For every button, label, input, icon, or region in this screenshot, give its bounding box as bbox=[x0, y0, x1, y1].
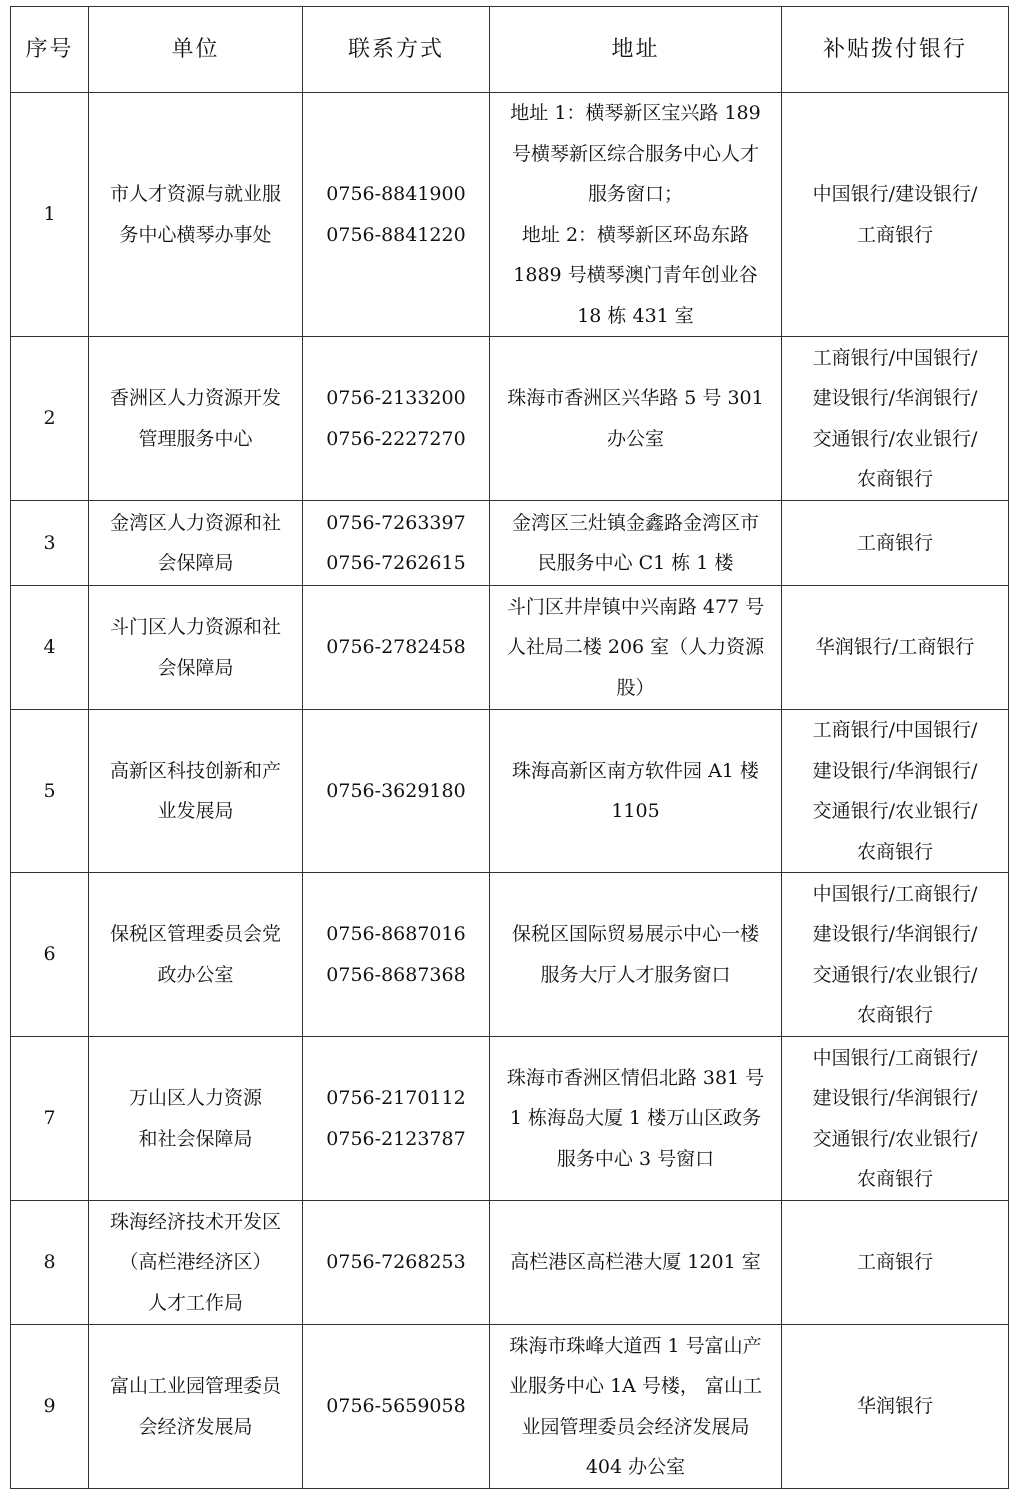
cell-line: 建设银行/华润银行/ bbox=[812, 1087, 978, 1109]
cell-contact bbox=[303, 873, 490, 1037]
cell-seq: 6 bbox=[11, 873, 89, 1037]
cell-contact bbox=[303, 710, 490, 873]
cell-line: 保税区管理委员会党 bbox=[109, 923, 281, 945]
cell-line: 中国银行/建设银行/ bbox=[812, 183, 978, 205]
cell-line: 办公室 bbox=[606, 427, 664, 450]
header-unit: 单位 bbox=[89, 7, 303, 93]
cell-line: 0756-3629180 bbox=[326, 779, 466, 802]
cell-bank bbox=[782, 710, 1009, 873]
cell-unit bbox=[89, 873, 303, 1037]
cell-line: 斗门区人力资源和社 bbox=[109, 616, 281, 638]
cell-line: 0756-8841220 bbox=[326, 223, 466, 246]
table-row bbox=[11, 93, 1009, 337]
cell-line: 0756-2170112 bbox=[326, 1087, 466, 1109]
cell-unit bbox=[89, 501, 303, 586]
cell-seq: 8 bbox=[11, 1201, 89, 1325]
cell-contact bbox=[303, 586, 490, 710]
cell-contact bbox=[303, 1037, 490, 1201]
cell-line: 工商银行 bbox=[856, 531, 933, 554]
cell-line: 0756-7263397 bbox=[326, 511, 466, 534]
cell-contact bbox=[303, 1325, 490, 1489]
cell-seq: 9 bbox=[11, 1325, 89, 1489]
header-bank: 补贴拨付银行 bbox=[782, 7, 1009, 93]
cell-contact bbox=[303, 501, 490, 586]
table-row bbox=[11, 1325, 1009, 1489]
cell-line: 市人才资源与就业服 bbox=[109, 183, 281, 205]
cell-line: 服务窗口； bbox=[587, 183, 683, 205]
cell-line: 保税区国际贸易展示中心一楼 bbox=[511, 923, 759, 945]
cell-seq: 7 bbox=[11, 1037, 89, 1201]
cell-line: 务中心横琴办事处 bbox=[119, 223, 272, 246]
cell-line: 1889 号横琴澳门青年创业谷 bbox=[513, 264, 758, 286]
table-row bbox=[11, 501, 1009, 586]
subsidy-bank-table bbox=[10, 6, 1009, 1489]
header-address: 地址 bbox=[490, 7, 782, 93]
cell-line: 人社局二楼 206 室（人力资源 bbox=[506, 636, 765, 659]
cell-line: 工商银行 bbox=[856, 1251, 933, 1274]
table-row bbox=[11, 710, 1009, 873]
header-contact: 联系方式 bbox=[303, 7, 490, 93]
cell-line: 建设银行/华润银行/ bbox=[812, 759, 978, 782]
cell-line: 政办公室 bbox=[157, 963, 234, 986]
table-row bbox=[11, 337, 1009, 501]
cell-line: 华润银行/工商银行 bbox=[815, 636, 975, 659]
cell-line: 0756-8841900 bbox=[326, 183, 466, 205]
cell-line: 0756-7262615 bbox=[326, 552, 466, 574]
cell-seq: 1 bbox=[11, 93, 89, 337]
cell-unit bbox=[89, 1037, 303, 1201]
cell-line: 地址 2：横琴新区环岛东路 bbox=[521, 223, 750, 246]
cell-line: 0756-5659058 bbox=[326, 1395, 466, 1418]
cell-line: 和社会保障局 bbox=[138, 1127, 253, 1150]
cell-line: 珠海市香洲区兴华路 5 号 301 bbox=[507, 387, 764, 409]
cell-line: 号横琴新区综合服务中心人才 bbox=[511, 142, 759, 165]
cell-line: 富山工业园管理委员 bbox=[109, 1375, 281, 1397]
cell-line: 1105 bbox=[611, 800, 660, 822]
table-row bbox=[11, 873, 1009, 1037]
cell-unit bbox=[89, 710, 303, 873]
cell-line: 会保障局 bbox=[157, 552, 234, 574]
table-row bbox=[11, 1201, 1009, 1325]
cell-line: 地址 1：横琴新区宝兴路 189 bbox=[510, 102, 761, 124]
cell-seq: 4 bbox=[11, 586, 89, 710]
cell-line: 0756-2227270 bbox=[326, 427, 466, 450]
cell-line: 工商银行/中国银行/ bbox=[812, 346, 978, 369]
cell-line: 0756-7268253 bbox=[326, 1251, 466, 1274]
cell-line: 0756-2782458 bbox=[326, 636, 466, 659]
cell-bank bbox=[782, 93, 1009, 337]
cell-line: 金湾区三灶镇金鑫路金湾区市 bbox=[511, 511, 759, 534]
cell-line: 0756-2123787 bbox=[326, 1127, 466, 1150]
cell-line: 会保障局 bbox=[157, 656, 234, 679]
cell-line: 农商银行 bbox=[856, 468, 933, 490]
cell-unit bbox=[89, 1201, 303, 1325]
cell-unit bbox=[89, 337, 303, 501]
cell-address bbox=[490, 501, 782, 586]
cell-line: 服务中心 3 号窗口 bbox=[556, 1147, 715, 1170]
cell-line: 珠海市珠峰大道西 1 号富山产 bbox=[509, 1334, 762, 1357]
cell-line: 农商银行 bbox=[856, 1168, 933, 1190]
cell-line: 业服务中心 1A 号楼， 富山工 bbox=[509, 1375, 762, 1397]
cell-line: 股） bbox=[616, 676, 655, 699]
cell-contact bbox=[303, 93, 490, 337]
cell-line: 华润银行 bbox=[856, 1395, 933, 1418]
cell-line: 高新区科技创新和产 bbox=[109, 759, 281, 782]
table-header-row bbox=[11, 7, 1009, 93]
table-row bbox=[11, 1037, 1009, 1201]
cell-line: 农商银行 bbox=[856, 840, 933, 863]
cell-bank bbox=[782, 1325, 1009, 1489]
cell-address bbox=[490, 1325, 782, 1489]
cell-bank bbox=[782, 1037, 1009, 1201]
cell-bank bbox=[782, 1201, 1009, 1325]
cell-line: 万山区人力资源 bbox=[128, 1087, 262, 1109]
cell-seq: 5 bbox=[11, 710, 89, 873]
cell-line: 中国银行/工商银行/ bbox=[812, 1046, 978, 1069]
cell-line: 业发展局 bbox=[157, 800, 234, 822]
cell-line: 业园管理委员会经济发展局 bbox=[521, 1415, 750, 1438]
cell-line: 工商银行 bbox=[856, 223, 933, 246]
cell-line: 0756-8687016 bbox=[326, 923, 466, 945]
header-seq: 序号 bbox=[11, 7, 89, 93]
cell-line: 管理服务中心 bbox=[138, 427, 253, 450]
cell-address bbox=[490, 1201, 782, 1325]
cell-line: （高栏港经济区） bbox=[119, 1251, 272, 1274]
cell-line: 404 办公室 bbox=[585, 1456, 686, 1478]
cell-unit bbox=[89, 1325, 303, 1489]
cell-line: 高栏港区高栏港大厦 1201 室 bbox=[510, 1251, 761, 1274]
cell-line: 金湾区人力资源和社 bbox=[109, 511, 281, 534]
cell-line: 民服务中心 C1 栋 1 楼 bbox=[537, 552, 734, 574]
cell-address bbox=[490, 710, 782, 873]
cell-bank bbox=[782, 586, 1009, 710]
table-row bbox=[11, 586, 1009, 710]
cell-unit bbox=[89, 93, 303, 337]
cell-line: 交通银行/农业银行/ bbox=[812, 800, 978, 822]
cell-seq: 3 bbox=[11, 501, 89, 586]
cell-contact bbox=[303, 337, 490, 501]
cell-line: 18 栋 431 室 bbox=[577, 304, 694, 327]
cell-line: 服务大厅人才服务窗口 bbox=[540, 963, 731, 986]
cell-contact bbox=[303, 1201, 490, 1325]
cell-bank bbox=[782, 337, 1009, 501]
cell-line: 建设银行/华润银行/ bbox=[812, 387, 978, 409]
cell-address bbox=[490, 1037, 782, 1201]
cell-line: 珠海高新区南方软件园 A1 楼 bbox=[512, 759, 759, 782]
cell-line: 交通银行/农业银行/ bbox=[812, 427, 978, 450]
cell-line: 农商银行 bbox=[856, 1004, 933, 1026]
cell-line: 会经济发展局 bbox=[138, 1415, 253, 1438]
cell-bank bbox=[782, 873, 1009, 1037]
cell-line: 中国银行/工商银行/ bbox=[812, 882, 978, 905]
cell-line: 建设银行/华润银行/ bbox=[812, 923, 978, 945]
cell-seq: 2 bbox=[11, 337, 89, 501]
cell-line: 珠海经济技术开发区 bbox=[109, 1210, 281, 1233]
cell-line: 人才工作局 bbox=[147, 1291, 243, 1314]
cell-line: 香洲区人力资源开发 bbox=[109, 387, 281, 409]
cell-unit bbox=[89, 586, 303, 710]
cell-line: 交通银行/农业银行/ bbox=[812, 963, 978, 986]
cell-line: 1 栋海岛大厦 1 楼万山区政务 bbox=[509, 1107, 762, 1130]
cell-address bbox=[490, 337, 782, 501]
cell-bank bbox=[782, 501, 1009, 586]
cell-line: 交通银行/农业银行/ bbox=[812, 1127, 978, 1150]
cell-address bbox=[490, 873, 782, 1037]
cell-line: 工商银行/中国银行/ bbox=[812, 719, 978, 741]
cell-address bbox=[490, 93, 782, 337]
cell-line: 0756-2133200 bbox=[326, 387, 466, 409]
table-body bbox=[11, 93, 1009, 1489]
cell-line: 斗门区井岸镇中兴南路 477 号 bbox=[506, 595, 765, 618]
cell-line: 珠海市香洲区情侣北路 381 号 bbox=[506, 1066, 765, 1089]
cell-address bbox=[490, 586, 782, 710]
cell-line: 0756-8687368 bbox=[326, 963, 466, 986]
